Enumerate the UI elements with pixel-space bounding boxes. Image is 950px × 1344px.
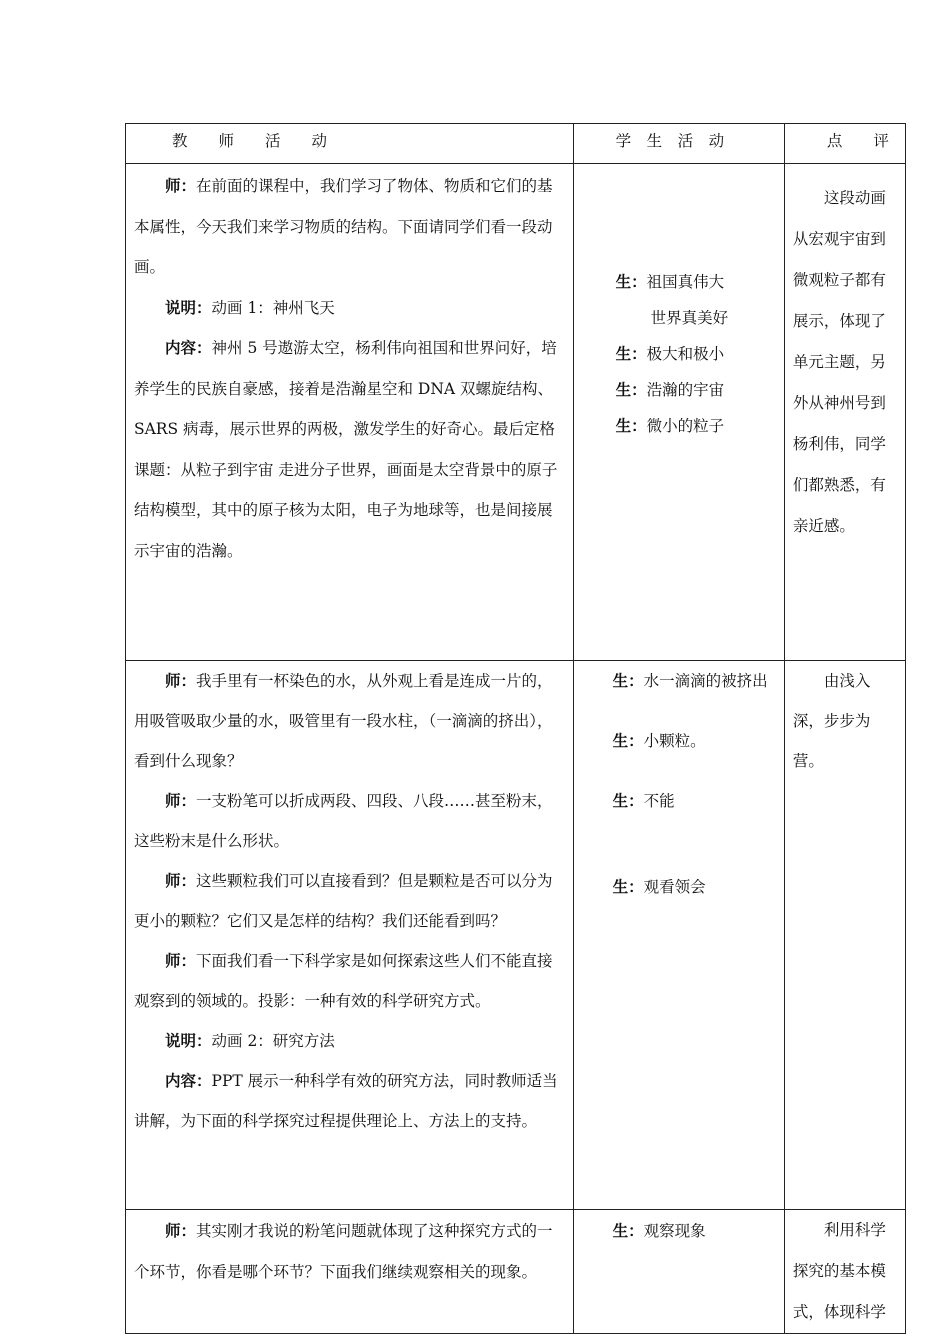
comment-cell (784, 164, 905, 661)
comment-text: 这段动画从宏观宇宙到微观粒子都有展示，体现了单元主题，另外从神州号到杨利伟，同学们都熟悉，有亲近感。 (792, 189, 886, 535)
student-activity-cell (573, 661, 784, 1210)
student-line: 生：祖国真伟大 (615, 272, 725, 291)
teacher-activity-cell (126, 1210, 574, 1334)
header-row (126, 124, 906, 164)
comment-text: 利用科学探究的基本模式，体现科学 (792, 1221, 886, 1321)
lesson-plan-table (125, 123, 906, 1334)
comment-text: 由浅入深，步步为营。 (792, 672, 871, 770)
header-teacher-activity: 教 师 活 动 (126, 124, 574, 164)
student-line: 生：水一滴滴的被挤出 (612, 671, 768, 690)
student-line: 生：观看领会 (612, 877, 706, 896)
teacher-paragraph: 内容：PPT 展示一种科学有效的研究方法，同时教师适当讲解，为下面的科学探究过程提供理论上、方法上的支持。 (134, 1071, 558, 1130)
teacher-paragraph: 师：下面我们看一下科学家是如何探索这些人们不能直接观察到的领域的。投影：一种有效的科学研究方式。 (134, 951, 553, 1010)
table-row (126, 164, 906, 661)
header-student-activity: 学 生 活 动 (573, 124, 784, 164)
teacher-paragraph: 师：这些颗粒我们可以直接看到？但是颗粒是否可以分为更小的颗粒？它们又是怎样的结构？我们还能看到吗？ (134, 871, 553, 930)
teacher-paragraph: 师：其实刚才我说的粉笔问题就体现了这种探究方式的一个环节，你看是哪个环节？下面我们继续观察相关的现象。 (134, 1221, 553, 1281)
table-row (126, 661, 906, 1210)
table-row (126, 1210, 906, 1334)
student-line: 生：极大和极小 (615, 344, 725, 363)
comment-cell (784, 1210, 905, 1334)
teacher-paragraph: 师：在前面的课程中，我们学习了物体、物质和它们的基本属性，今天我们来学习物质的结构。下面请同学们看一段动画。 (134, 176, 553, 276)
comment-cell (784, 661, 905, 1210)
student-line: 生：观察现象 (612, 1221, 706, 1240)
teacher-paragraph: 师：我手里有一杯染色的水，从外观上看是连成一片的，用吸管吸取少量的水，吸管里有一段水柱，（一滴滴的挤出），看到什么现象？ (134, 671, 553, 770)
teacher-paragraph: 说明：动画 1：神州飞天 (165, 297, 335, 317)
student-line: 生：不能 (612, 791, 675, 810)
student-line: 世界真美好 (650, 309, 729, 327)
teacher-activity-cell (126, 164, 574, 661)
student-line: 生：小颗粒。 (612, 731, 706, 750)
student-activity-cell (573, 1210, 784, 1334)
teacher-paragraph: 说明：动画 2：研究方法 (165, 1031, 335, 1050)
teacher-paragraph: 内容：神州 5 号遨游太空，杨利伟向祖国和世界问好，培养学生的民族自豪感，接着是浩瀚星空和 DNA 双螺旋结构、SARS 病毒，展示世界的两极，激发学生的好奇心。最后定格课题：从粒子到宇宙 走进分子世界，画面是太空背景中的原子结构模型，其中的原子核为太阳，电子为地球等，也是间接展示宇宙的浩瀚。 (134, 338, 558, 560)
header-comment: 点 评 (784, 124, 905, 164)
teacher-paragraph: 师：一支粉笔可以折成两段、四段、八段……甚至粉末，这些粉末是什么形状。 (134, 791, 553, 850)
student-activity-cell (573, 164, 784, 661)
student-line: 生：浩瀚的宇宙 (615, 380, 725, 399)
teacher-activity-cell (126, 661, 574, 1210)
student-line: 生：微小的粒子 (615, 416, 725, 435)
